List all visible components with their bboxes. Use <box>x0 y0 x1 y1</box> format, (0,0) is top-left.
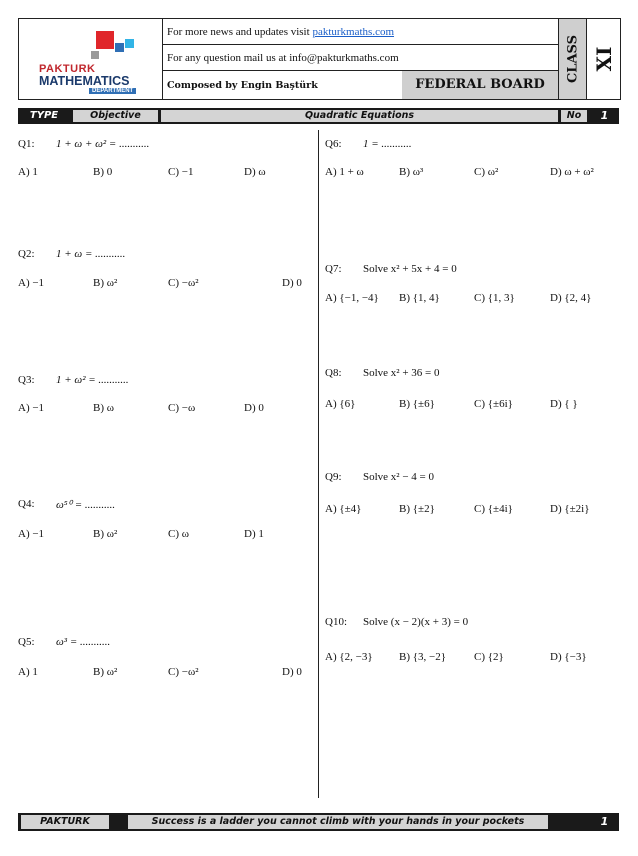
question-number: Q4: <box>18 498 35 510</box>
logo-gray-square <box>91 51 99 59</box>
option-c[interactable]: C) −ω <box>168 402 196 414</box>
logo <box>19 19 163 99</box>
option-a[interactable]: A) {−1, −4} <box>325 292 379 304</box>
option-d[interactable]: D) 1 <box>244 528 264 540</box>
question-number: Q10: <box>325 616 347 628</box>
question-text: 1 + ω = ........... <box>56 248 126 260</box>
option-d[interactable]: D) 0 <box>282 277 302 289</box>
option-c[interactable]: C) {±4i} <box>474 503 513 515</box>
option-c[interactable]: C) {±6i} <box>474 398 513 410</box>
option-b[interactable]: B) ω³ <box>399 166 424 178</box>
option-d[interactable]: D) {−3} <box>550 651 587 663</box>
page-number: 1 <box>600 815 609 828</box>
option-c[interactable]: C) −ω² <box>168 277 199 289</box>
option-c[interactable]: C) ω <box>168 528 189 540</box>
footer-motto: Success is a ladder you cannot climb with your hands in your pockets <box>128 815 548 829</box>
option-b[interactable]: B) 0 <box>93 166 113 178</box>
question-3 <box>18 374 129 386</box>
no-value: 1 <box>600 109 609 122</box>
option-b[interactable]: B) {±6} <box>399 398 435 410</box>
option-a[interactable]: A) {6} <box>325 398 356 410</box>
topic-bar <box>18 108 619 124</box>
news-row <box>162 19 558 45</box>
mail-text: For any question mail us at info@pakturkmaths.com <box>167 52 399 64</box>
question-number: Q1: <box>18 138 35 150</box>
footer-brand: PAKTURK <box>21 815 109 829</box>
option-a[interactable]: A) 1 + ω <box>325 166 364 178</box>
column-divider <box>318 130 319 798</box>
type-label: TYPE <box>29 110 59 121</box>
question-4 <box>18 498 116 511</box>
question-text: Solve (x − 2)(x + 3) = 0 <box>363 616 469 628</box>
topic-title: Quadratic Equations <box>161 110 558 122</box>
question-number: Q5: <box>18 636 35 648</box>
option-d[interactable]: D) 0 <box>282 666 302 678</box>
question-7 <box>325 263 457 275</box>
option-a[interactable]: A) 1 <box>18 166 38 178</box>
class-box <box>558 19 587 99</box>
option-a[interactable]: A) {±4} <box>325 503 362 515</box>
option-b[interactable]: B) {1, 4} <box>399 292 440 304</box>
question-text: 1 + ω² = ........... <box>56 374 129 386</box>
question-number: Q9: <box>325 471 342 483</box>
logo-cyan-square <box>125 39 134 48</box>
option-b[interactable]: B) {3, −2} <box>399 651 447 663</box>
option-c[interactable]: C) {2} <box>474 651 504 663</box>
question-text: ω⁵⁰ = ........... <box>56 499 116 511</box>
option-d[interactable]: D) ω <box>244 166 266 178</box>
question-number: Q8: <box>325 367 342 379</box>
question-number: Q6: <box>325 138 342 150</box>
footer-bar <box>18 813 619 831</box>
option-c[interactable]: C) {1, 3} <box>474 292 515 304</box>
option-b[interactable]: B) ω² <box>93 666 118 678</box>
option-c[interactable]: C) −1 <box>168 166 194 178</box>
question-number: Q3: <box>18 374 35 386</box>
mail-row <box>162 45 558 71</box>
option-b[interactable]: B) ω² <box>93 528 118 540</box>
question-text: Solve x² + 36 = 0 <box>363 367 440 379</box>
option-d[interactable]: D) 0 <box>244 402 264 414</box>
option-c[interactable]: C) ω² <box>474 166 499 178</box>
question-text: Solve x² + 5x + 4 = 0 <box>363 263 457 275</box>
question-text: 1 + ω + ω² = ........... <box>56 138 150 150</box>
question-1 <box>18 138 150 150</box>
option-b[interactable]: B) ω <box>93 402 114 414</box>
option-c[interactable]: C) −ω² <box>168 666 199 678</box>
question-text: Solve x² − 4 = 0 <box>363 471 435 483</box>
class-label: CLASS <box>565 34 581 84</box>
question-text: ω³ = ........... <box>56 636 111 648</box>
question-6 <box>325 138 412 150</box>
logo-red-square <box>96 31 114 49</box>
composed-by: Composed by Engin Baştürk <box>167 80 318 91</box>
grade-label: XI <box>592 46 616 72</box>
option-a[interactable]: A) −1 <box>18 277 45 289</box>
no-label: No <box>561 110 587 122</box>
option-a[interactable]: A) −1 <box>18 528 45 540</box>
option-a[interactable]: A) {2, −3} <box>325 651 373 663</box>
option-d[interactable]: D) ω + ω² <box>550 166 594 178</box>
option-d[interactable]: D) { } <box>550 398 578 410</box>
logo-blue-square <box>115 43 124 52</box>
question-text: 1 = ........... <box>363 138 412 150</box>
question-10 <box>325 616 469 628</box>
grade-box <box>586 19 621 99</box>
question-number: Q7: <box>325 263 342 275</box>
question-number: Q2: <box>18 248 35 260</box>
question-2 <box>18 248 126 260</box>
logo-line2: MATHEMATICS <box>39 74 130 88</box>
news-text: For more news and updates visit <box>167 26 313 38</box>
option-d[interactable]: D) {2, 4} <box>550 292 592 304</box>
type-value: Objective <box>73 110 158 122</box>
website-link[interactable]: pakturkmaths.com <box>312 26 395 38</box>
option-b[interactable]: B) ω² <box>93 277 118 289</box>
option-a[interactable]: A) −1 <box>18 402 45 414</box>
logo-line1: PAKTURK <box>39 63 96 75</box>
question-8 <box>325 367 440 379</box>
question-9 <box>325 471 435 483</box>
composed-row <box>162 71 558 99</box>
board-label: FEDERAL BOARD <box>402 71 558 99</box>
header <box>18 18 621 100</box>
logo-line3: DEPARTMENT <box>89 88 136 94</box>
question-5 <box>18 636 111 648</box>
option-b[interactable]: B) {±2} <box>399 503 435 515</box>
option-d[interactable]: D) {±2i} <box>550 503 590 515</box>
option-a[interactable]: A) 1 <box>18 666 38 678</box>
